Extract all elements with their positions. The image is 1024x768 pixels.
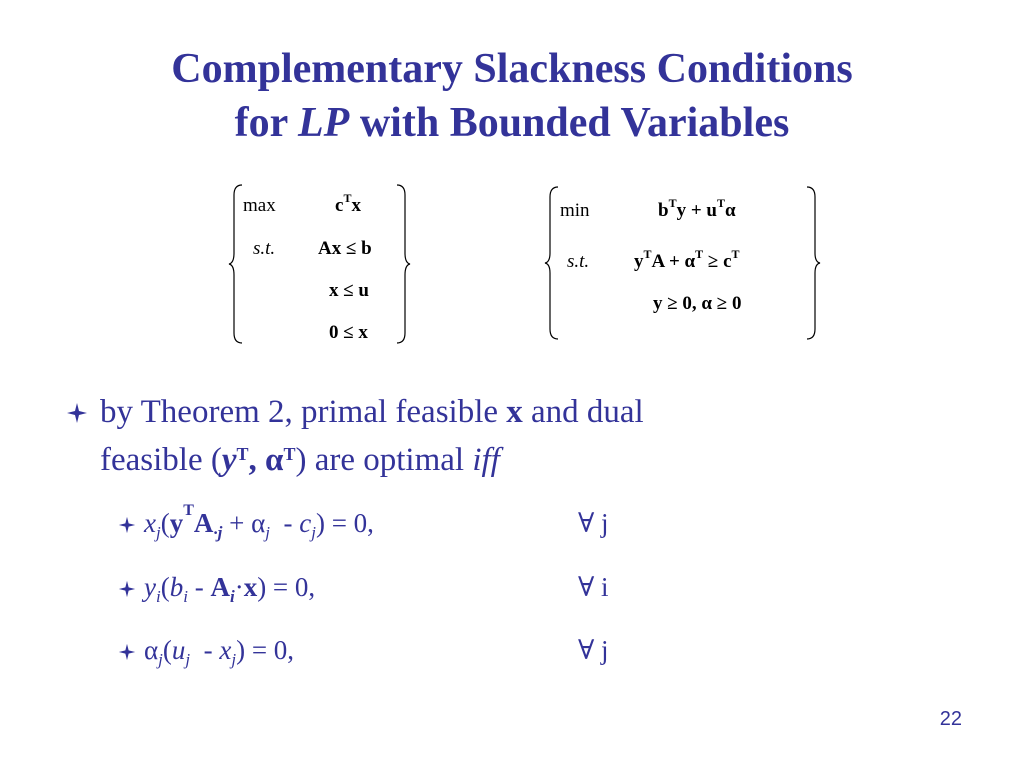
primal-st: s.t. <box>253 238 276 259</box>
primal-constraint-3: 0 ≤ x <box>329 322 368 343</box>
page-number: 22 <box>939 708 962 730</box>
bullet-main-line-2: feasible ($y^T$, $\alpha^T$) are optimal iff <box>100 442 500 478</box>
condition-1: $x_j(y^TA_{\cdot j} + \alpha_j - c_j) = 0$, <box>144 502 374 542</box>
slide-title <box>0 42 1024 150</box>
condition-2-forall: ∀ i <box>578 572 609 602</box>
primal-constraint-1: Ax ≤ b <box>318 238 372 259</box>
primal-max: max <box>243 195 276 216</box>
dual-constraint-1: $y^TA + \alpha^T \ge c^T$ <box>634 247 740 272</box>
dual-objective: $b^Ty + u^T\alpha$ <box>658 196 736 221</box>
condition-3: $\alpha_j(u_j - x_j) = 0$, <box>144 635 295 669</box>
dual-right-brace <box>804 185 824 341</box>
four-point-star-icon <box>118 580 136 598</box>
condition-3-forall: ∀ j <box>578 635 609 665</box>
primal-constraint-2: x ≤ u <box>329 280 369 301</box>
title-for: for <box>234 100 288 146</box>
title-line-1: Complementary Slackness Conditions <box>171 46 853 92</box>
dual-min: min <box>560 200 590 221</box>
bullet-main-line-1: by Theorem 2, primal feasible x and dual <box>100 394 644 430</box>
dual-st: s.t. <box>567 251 590 272</box>
primal-right-brace <box>394 183 414 345</box>
four-point-star-icon <box>118 516 136 534</box>
primal-objective: $c^Tx$ <box>335 191 361 216</box>
title-line-2 <box>0 96 1024 150</box>
condition-2: $y_i(b_i - A_i\cdot x) = 0$, <box>144 572 316 606</box>
four-point-star-icon <box>66 402 88 424</box>
dual-constraint-2: y ≥ 0, α ≥ 0 <box>653 293 742 314</box>
four-point-star-icon <box>118 643 136 661</box>
title-lp: LP <box>298 100 350 146</box>
title-rest: with Bounded Variables <box>359 100 790 146</box>
condition-1-forall: ∀ j <box>578 508 609 538</box>
